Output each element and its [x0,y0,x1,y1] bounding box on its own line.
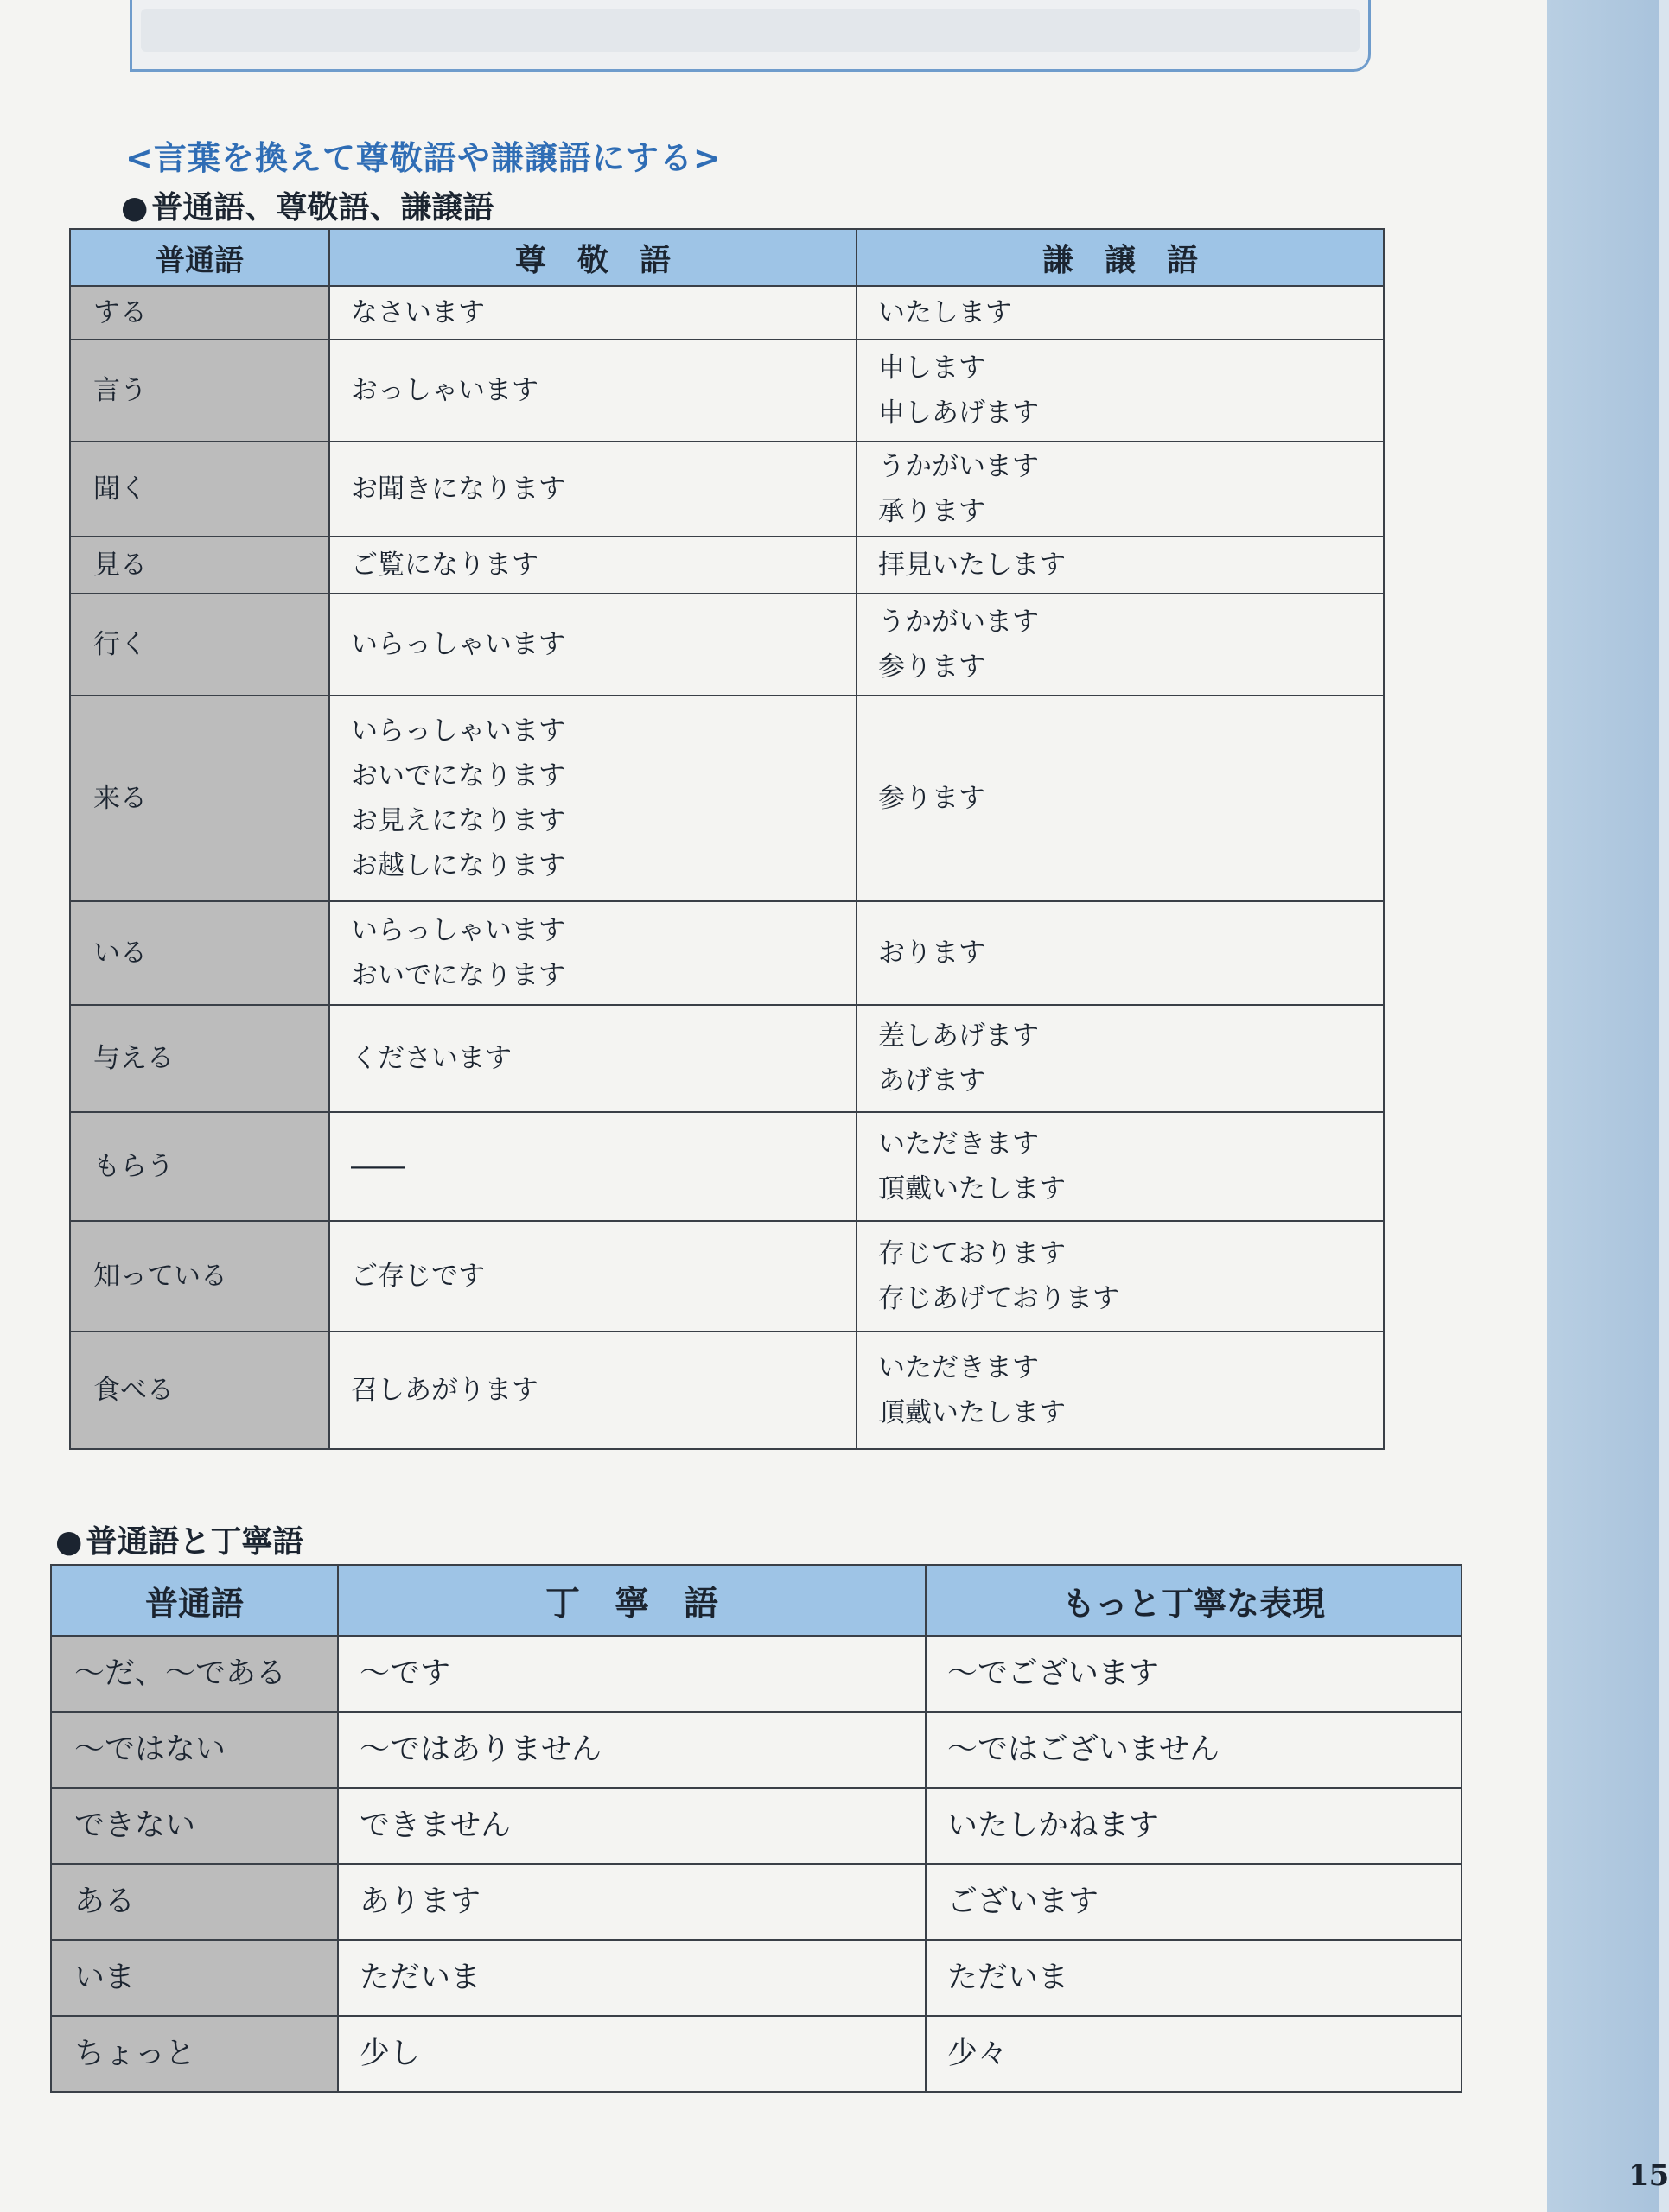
kenjogo-cell [857,696,1384,901]
sonkeigo-cell [329,901,857,1005]
page-number: 15 [1628,2158,1669,2193]
kenjogo-cell [857,1112,1384,1221]
sonkeigo-cell-line: おいでになります [351,760,565,791]
sonkeigo-cell [329,442,857,537]
teineigo-cell: ～ではありません [338,1712,926,1788]
kenjogo-cell-line: 参ります [878,652,985,683]
sonkeigo-cell-line: お聞きになります [351,474,565,505]
keigo-table-body [70,286,1384,1449]
kenjogo-cell-line: あげます [878,1065,985,1096]
table-row [51,2016,1462,2092]
plain-word-cell: 行く [70,594,329,696]
header-plain: 普通語 [70,229,329,286]
kenjogo-cell [857,901,1384,1005]
table1-heading [121,183,494,227]
keigo-table-header-row [70,229,1384,286]
sonkeigo-cell-line: いらっしゃいます [351,715,565,747]
kenjogo-cell-line: 拝見いたします [878,550,1066,581]
plain-word-cell: ～ではない [51,1712,338,1788]
sonkeigo-cell-line: ご覧になります [351,550,538,581]
kenjogo-cell-line: 存じております [878,1238,1066,1269]
teineigo-cell: 少し [338,2016,926,2092]
sonkeigo-cell [329,1221,857,1332]
plain-word-cell: 来る [70,696,329,901]
sonkeigo-cell-line: ご存じです [351,1261,485,1292]
sonkeigo-cell [329,1332,857,1449]
kenjogo-cell [857,1005,1384,1112]
kenjogo-cell [857,286,1384,340]
sonkeigo-cell-line: いらっしゃいます [351,629,565,660]
table2-heading [55,1517,303,1561]
sonkeigo-cell [329,537,857,594]
header-kenjogo: 謙 譲 語 [857,229,1384,286]
plain-word-cell: もらう [70,1112,329,1221]
more-polite-cell: いたしかねます [926,1788,1462,1864]
table-row [70,901,1384,1005]
top-frame-inner [141,9,1360,52]
table-row [51,1940,1462,2016]
plain-word-cell: 見る [70,537,329,594]
kenjogo-cell-line: 承ります [878,496,985,527]
table-row [70,1332,1384,1449]
kenjogo-cell-line: 差しあげます [878,1020,1039,1052]
kenjogo-cell-line: 申しあげます [878,397,1039,429]
teineigo-cell: ただいま [338,1940,926,2016]
header-teineigo: 丁 寧 語 [338,1565,926,1636]
sonkeigo-cell-line: 召しあがります [351,1375,538,1406]
kenjogo-cell [857,1221,1384,1332]
teineigo-cell: あります [338,1864,926,1940]
kenjogo-cell-line: 頂戴いたします [878,1173,1066,1205]
teineigo-cell: ～です [338,1636,926,1712]
kenjogo-cell-line: うかがいます [878,607,1039,638]
sonkeigo-cell [329,1005,857,1112]
sonkeigo-cell [329,1112,857,1221]
table2-heading-text: 普通語と丁寧語 [86,1524,304,1560]
kenjogo-cell [857,442,1384,537]
table-row [51,1788,1462,1864]
more-polite-cell: ～ではございません [926,1712,1462,1788]
sonkeigo-cell [329,340,857,442]
header-plain: 普通語 [51,1565,338,1636]
plain-word-cell: ～だ、～である [51,1636,338,1712]
table-row [70,1221,1384,1332]
page-edge [1547,0,1659,2212]
sonkeigo-cell-line: くださいます [351,1043,512,1074]
kenjogo-cell [857,594,1384,696]
plain-word-cell: 聞く [70,442,329,537]
more-polite-cell: ただいま [926,1940,1462,2016]
teineigo-table-header-row [51,1565,1462,1636]
kenjogo-cell [857,340,1384,442]
more-polite-cell: 少々 [926,2016,1462,2092]
sonkeigo-cell-line: お越しになります [351,850,565,881]
kenjogo-cell-line: いただきます [878,1352,1039,1383]
table-row [70,286,1384,340]
plain-word-cell: 食べる [70,1332,329,1449]
kenjogo-cell [857,537,1384,594]
section-heading: <言葉を換えて尊敬語や謙譲語にする> [125,139,722,177]
table1-heading-text: 普通語、尊敬語、謙譲語 [151,190,494,226]
keigo-table [69,228,1385,1450]
teineigo-cell: できません [338,1788,926,1864]
header-more-polite: もっと丁寧な表現 [926,1565,1462,1636]
kenjogo-cell-line: 存じあげております [878,1283,1119,1314]
plain-word-cell: ある [51,1864,338,1940]
bullet-dot-icon: ● [55,1524,83,1560]
kenjogo-cell-line: おります [878,938,985,969]
kenjogo-cell [857,1332,1384,1449]
plain-word-cell: 言う [70,340,329,442]
teineigo-table-body [51,1636,1462,2092]
sonkeigo-cell-line: なさいます [351,297,485,328]
table-row [51,1712,1462,1788]
more-polite-cell: ～でございます [926,1636,1462,1712]
sonkeigo-cell-line: お見えになります [351,805,565,836]
teineigo-table [50,1564,1462,2093]
kenjogo-cell-line: 申します [878,353,985,384]
kenjogo-cell-line: いたします [878,297,1012,328]
kenjogo-cell-line: うかがいます [878,451,1039,482]
bullet-dot-icon: ● [121,190,149,226]
plain-word-cell: ちょっと [51,2016,338,2092]
table-row [51,1636,1462,1712]
table-row [51,1864,1462,1940]
table-row [70,1005,1384,1112]
sonkeigo-cell-line: おっしゃいます [351,375,538,406]
kenjogo-cell-line: いただきます [878,1128,1039,1160]
sonkeigo-cell [329,594,857,696]
table-row [70,594,1384,696]
table-row [70,340,1384,442]
header-sonkeigo: 尊 敬 語 [329,229,857,286]
plain-word-cell: いま [51,1940,338,2016]
kenjogo-cell-line: 参ります [878,783,985,814]
sonkeigo-cell [329,286,857,340]
table-row [70,1112,1384,1221]
table-row [70,442,1384,537]
plain-word-cell: できない [51,1788,338,1864]
sonkeigo-cell-line: おいでになります [351,960,565,991]
plain-word-cell: 与える [70,1005,329,1112]
more-polite-cell: ございます [926,1864,1462,1940]
plain-word-cell: 知っている [70,1221,329,1332]
top-frame-box [130,0,1371,72]
sonkeigo-cell [329,696,857,901]
sonkeigo-cell-line: ―― [351,1151,405,1182]
plain-word-cell: する [70,286,329,340]
kenjogo-cell-line: 頂戴いたします [878,1397,1066,1428]
plain-word-cell: いる [70,901,329,1005]
sonkeigo-cell-line: いらっしゃいます [351,915,565,946]
table-row [70,696,1384,901]
table-row [70,537,1384,594]
